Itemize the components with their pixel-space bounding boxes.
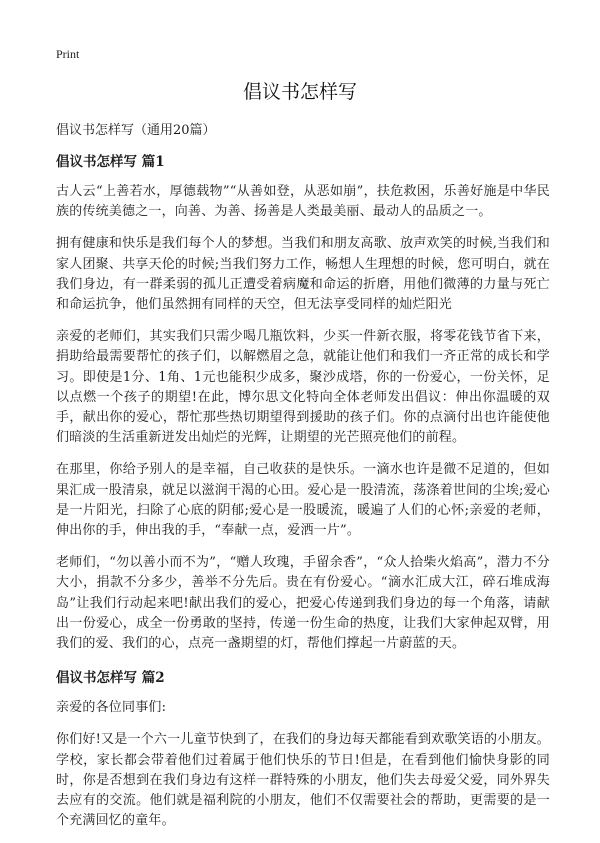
paragraph: 亲爱的各位同事们:	[56, 700, 167, 716]
section-heading-2: 倡议书怎样写 篇2	[56, 670, 165, 687]
print-link[interactable]: Print	[56, 47, 80, 61]
paragraph: 老师们，“勿以善小而不为”，“赠人玫瑰，手留余香”，“众人拾柴火焰高”，潜力不分大小，捐款不分多少，善举不分先后。贵在有份爱心。“滴水汇成大江，碎石堆成海岛”让我们行动起来吧!献出我们的爱心，把爱心传递到我们身边的每一个角落，请献出一份爱心，成全一份勇敢的坚持，传递一份生命的热度，让我们大家伸起双臂，用我们的爱、我们的心，点亮一盏期望的灯，帮他们撑起一片蔚蓝的天。	[56, 555, 550, 652]
paragraph: 你们好!又是一个六一儿童节快到了，在我们的身边每天都能看到欢歌笑语的小朋友。学校，家长都会带着他们过着属于他们快乐的节日!但是，在看到他们愉快身影的同时，你是否想到在我们身边有这样一群特殊的小朋友，他们失去母爱父爱，同外界失去应有的交流。他们就是福利院的小朋友，他们不仅需要社会的帮助，更需要的是一个充满回忆的童年。	[56, 732, 550, 829]
section-heading-1: 倡议书怎样写 篇1	[56, 154, 165, 170]
document-subtitle: 倡议书怎样写（通用20篇）	[56, 123, 216, 138]
paragraph: 拥有健康和快乐是我们每个人的梦想。当我们和朋友高歌、放声欢笑的时候,当我们和家人团聚、共享天伦的时候;当我们努力工作，畅想人生理想的时候，您可明白，就在我们身边，有一群柔弱的孤儿正遭受着病魔和命运的折磨，用他们微薄的力量与死亡和命运抗争，他们虽然拥有同样的天空，但无法享受同样的灿烂阳光	[56, 236, 550, 313]
document-body	[56, 150, 550, 843]
paragraph: 古人云“上善若水，厚德载物”“从善如登，从恶如崩”，扶危救困，乐善好施是中华民族的传统美德之一，向善、为善、扬善是人类最美丽、最动人的品质之一。	[56, 184, 550, 220]
paragraph: 亲爱的老师们，其实我们只需少喝几瓶饮料，少买一件新衣服，将零花钱节省下来，捐助给最需要帮忙的孩子们，以解燃眉之急，就能让他们和我们一齐正常的成长和学习。即使是1分、1角、1元也能积少成多，聚沙成塔，你的一份爱心，一份关怀，足以点燃一个孩子的期望!在此，博尔思文化特向全体老师发出倡议：伸出你温暖的双手，献出你的爱心，帮忙那些热切期望得到援助的孩子们。你的点滴付出也许能使他们暗淡的生活重新迸发出灿烂的光辉，让期望的光芒照亮他们的前程。	[56, 329, 550, 446]
paragraph: 在那里，你给予别人的是幸福，自己收获的是快乐。一滴水也许是微不足道的，但如果汇成一股清泉，就足以滋润干渴的心田。爱心是一股清流，荡涤着世间的尘埃;爱心是一片阳光，扫除了心底的阴郁;爱心是一股暖流，暖遍了人们的心怀;亲爱的老师，伸出你的手，伸出我的手，“奉献一点，爱洒一片”。	[56, 462, 550, 539]
document-title: 倡议书怎样写	[242, 81, 357, 103]
